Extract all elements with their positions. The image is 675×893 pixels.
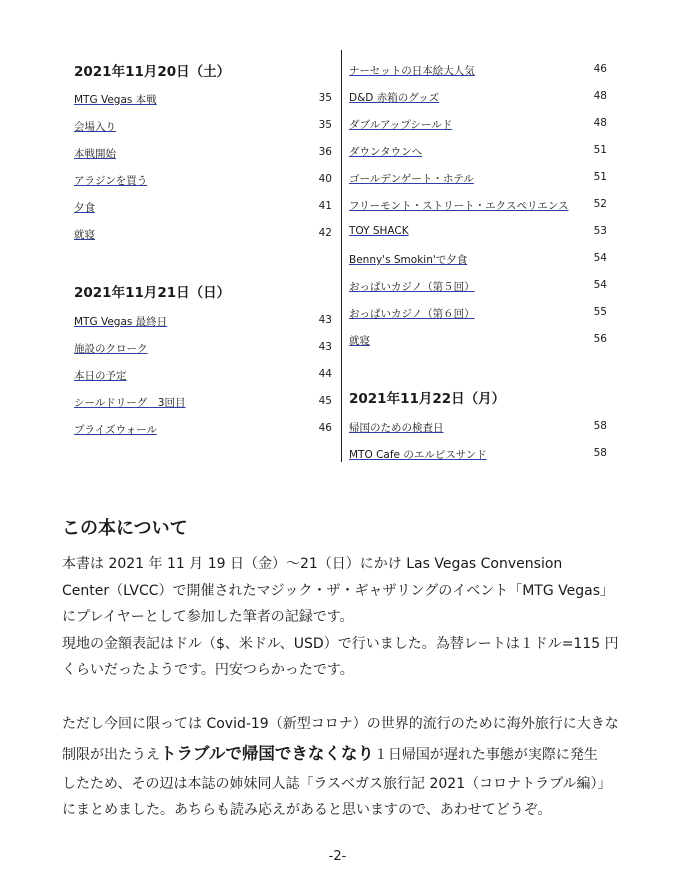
emphasis-text: トラブルで帰国できなくなり [160,744,374,763]
toc-entry[interactable] [74,341,332,355]
toc-entry-page: 35 [318,119,332,131]
toc-entry-title[interactable]: おっぱいカジノ（第６回） [349,308,475,320]
toc-entry-title[interactable]: ナーセットの日本絵大人気 [349,65,475,77]
toc-entry-title[interactable]: シールドリーグ 3回目 [74,397,186,409]
toc-entry[interactable] [74,119,332,133]
toc-entry[interactable] [74,200,332,214]
date-heading: 2021年11月20日（土） [74,64,231,80]
toc-entry-page: 43 [318,341,332,353]
toc-entry-title[interactable]: ダブルアップシールド [349,119,453,131]
toc-entry-page: 55 [593,306,607,318]
toc-entry-title[interactable]: 就寝 [74,229,95,241]
toc-entry-title[interactable]: プライズウォール [74,424,157,436]
toc-entry[interactable] [349,90,607,104]
toc-entry-page: 42 [318,227,332,239]
toc-entry-title[interactable]: アラジンを買う [74,175,148,187]
toc-entry[interactable] [349,306,607,320]
toc-entry-page: 36 [318,146,332,158]
toc-entry-page: 54 [593,279,607,291]
toc-entry-page: 40 [318,173,332,185]
toc-entry-page: 46 [593,63,607,75]
toc-entry-page: 48 [593,90,607,102]
toc-entry-page: 53 [593,225,607,237]
body-line: にまとめました。あちらも読み応えがあると思いますので、あわせてどうぞ。 [62,802,552,818]
toc-entry[interactable] [349,117,607,131]
about-heading: この本について [62,518,188,539]
toc-entry[interactable] [74,92,332,106]
toc-entry-page: 58 [593,420,607,432]
toc-entry-title[interactable]: 本日の予定 [74,370,127,382]
toc-entry-title[interactable]: MTG Vegas 最終日 [74,316,168,328]
toc-entry[interactable] [74,422,332,436]
toc-entry[interactable] [74,227,332,241]
body-line-with-emphasis [62,740,598,764]
toc-entry-title[interactable]: フリーモント・ストリート・エクスペリエンス [349,200,569,212]
toc-entry-title[interactable]: 本戦開始 [74,148,116,160]
toc-entry-page: 45 [318,395,332,407]
toc-entry[interactable] [349,198,607,212]
toc-entry[interactable] [349,420,607,434]
toc-entry-page: 48 [593,117,607,129]
toc-entry-page: 52 [593,198,607,210]
toc-entry-title[interactable]: 就寝 [349,335,370,347]
toc-entry-page: 56 [593,333,607,345]
toc-entry[interactable] [349,333,607,347]
toc-entry[interactable] [74,314,332,328]
toc-entry-title[interactable]: ダウンタウンへ [349,146,423,158]
page-number: -2- [328,849,347,864]
date-heading: 2021年11月22日（月） [349,391,506,407]
toc-entry-title[interactable]: 夕食 [74,202,95,214]
toc-entry[interactable] [349,171,607,185]
body-line: したため、その辺は本誌の姉妹同人誌「ラスベガス旅行記 2021（コロナトラブル編）」 [62,776,612,792]
toc-entry-title[interactable]: MTO Cafe のエルピスサンド [349,449,487,461]
body-line: にプレイヤーとして参加した筆者の記録です。 [62,609,354,625]
body-line: ただし今回に限っては Covid-19（新型コロナ）の世界的流行のために海外旅行に大きな [62,716,619,732]
toc-entry[interactable] [74,395,332,409]
body-text: 制限が出たうえ [62,747,160,763]
toc-entry[interactable] [74,368,332,382]
toc-entry[interactable] [349,225,607,239]
toc-entry-title[interactable]: Benny's Smokin'で夕食 [349,254,468,266]
toc-entry-page: 58 [593,447,607,459]
toc-entry-title[interactable]: 施設のクローク [74,343,148,355]
toc-entry-page: 51 [593,171,607,183]
toc-entry[interactable] [349,252,607,266]
toc-entry[interactable] [74,173,332,187]
date-heading: 2021年11月21日（日） [74,285,231,301]
toc-entry-page: 35 [318,92,332,104]
toc-entry-title[interactable]: 帰国のための検査日 [349,422,444,434]
toc-entry-page: 43 [318,314,332,326]
body-line: くらいだったようです。円安つらかったです。 [62,662,354,678]
toc-entry-page: 44 [318,368,332,380]
toc-entry-title[interactable]: D&D 赤箱のグッズ [349,92,440,104]
toc-entry-title[interactable]: 会場入り [74,121,116,133]
toc-entry-title[interactable]: TOY SHACK [349,225,409,237]
toc-entry-title[interactable]: ゴールデンゲート・ホテル [349,173,474,185]
body-line: 本書は 2021 年 11 月 19 日（金）～21（日）にかけ Las Vegas Convension [62,556,563,572]
toc-entry-page: 41 [318,200,332,212]
toc-entry[interactable] [349,279,607,293]
body-text: １日帰国が遅れた事態が実際に発生 [373,747,598,763]
toc-entry-title[interactable]: MTG Vegas 本戦 [74,94,157,106]
toc-entry[interactable] [349,447,607,461]
toc-entry[interactable] [74,146,332,160]
toc-entry[interactable] [349,144,607,158]
toc-entry-title[interactable]: おっぱいカジノ（第５回） [349,281,475,293]
toc-entry-page: 51 [593,144,607,156]
column-divider [341,50,342,462]
toc-entry-page: 54 [593,252,607,264]
body-line: Center（LVCC）で開催されたマジック・ザ・ギャザリングのイベント「MTG Vegas」 [62,583,615,599]
body-line: 現地の金額表記はドル（$、米ドル、USD）で行いました。為替レートは１ドル=115 円 [62,636,619,652]
toc-entry[interactable] [349,63,607,77]
toc-entry-page: 46 [318,422,332,434]
